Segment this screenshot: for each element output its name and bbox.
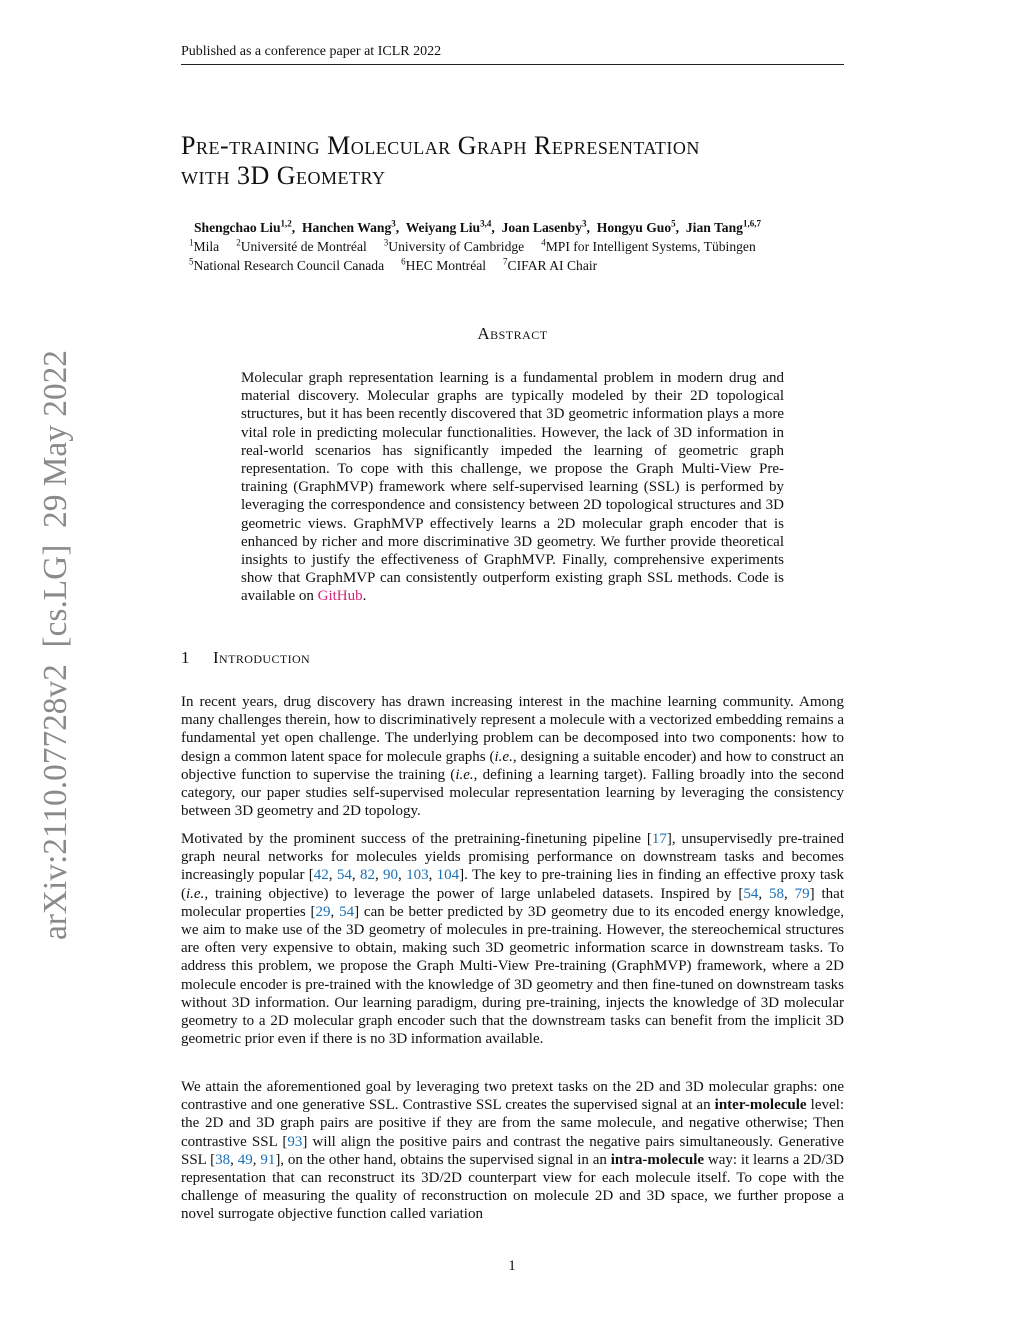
author: Joan Lasenby <box>501 220 583 235</box>
affiliations-line-2 <box>189 258 849 274</box>
author-sup: 3 <box>582 218 587 229</box>
author-sup: 3 <box>391 218 396 229</box>
affiliation: Université de Montréal <box>240 239 367 254</box>
intro-paragraph-1: In recent years, drug discovery has drawn increasing interest in the machine learning community. Among many challenges therein, how to discriminatively represent a molecule with a vectorized embedding remains a fundamental yet open challenge. The underlying problem can be decomposed into two components: how to design a common latent space for molecule graphs (i.e., designing a suitable encoder) and how to construct an objective function to supervise the training (i.e., defining a learning target). Falling broadly into the second category, our paper studies self-supervised molecular representation learning by leveraging the consistency between 3D geometry and 2D topology. <box>181 694 845 820</box>
abstract-body <box>241 369 784 606</box>
affil-sup: 4 <box>541 237 546 248</box>
arxiv-stamp-text: arXiv:2110.07728v2 [cs.LG] 29 May 2022 <box>37 347 74 940</box>
section-title: Introduction <box>213 648 311 667</box>
author: Shengchao Liu <box>194 220 281 235</box>
citation-link[interactable]: 49 <box>237 1151 253 1168</box>
citation-link[interactable]: 54 <box>339 903 355 920</box>
author: Hanchen Wang <box>301 220 392 235</box>
abstract-text: Molecular graph representation learning is a fundamental problem in modern drug and material discovery. Molecular graphs are typically modeled by their 2D topological structures, but it has been recently discovered that 3D geometric information plays a more vital role in predicting molecular functionalities. However, the lack of 3D information in real-world scenarios has significantly impeded the learning of geometric graph representation. To cope with this challenge, we propose the Graph Multi-View Pre-training (GraphMVP) framework where self-supervised learning (SSL) is performed by leveraging the correspondence and consistency between 2D topological structures and 3D geometric views. GraphMVP effectively learns a 2D molecular graph encoder that is enhanced by richer and more discriminative 3D geometry. We further provide theoretical insights to justify the effectiveness of GraphMVP. Finally, comprehensive experiments show that GraphMVP can consistently outperform existing graph SSL methods. Code is available on <box>241 370 784 605</box>
abstract-heading: Abstract <box>477 324 548 343</box>
author: Jian Tang <box>685 220 743 235</box>
affiliation: HEC Montréal <box>405 258 487 273</box>
arxiv-stamp <box>14 345 74 945</box>
paper-title <box>181 131 844 191</box>
affil-sup: 1 <box>189 237 194 248</box>
affil-sup: 2 <box>236 237 241 248</box>
affil-sup: 5 <box>189 256 194 267</box>
author-list: Shengchao Liu$^{1,2}$, Hanchen Wang$^3$, Weiyang Liu$^{3,4}$, Joan Lasenby$^3$, Hongyu Guo$^5$, Jian Tang$^{1,6,7}$ <box>194 218 761 235</box>
emph: i.e. <box>186 885 205 902</box>
affiliation: Mila <box>193 239 220 254</box>
author-sup: 5 <box>671 218 676 229</box>
citation-link[interactable]: 17 <box>651 831 667 847</box>
running-header: Published as a conference paper at ICLR 2022 <box>181 44 844 65</box>
citation-link[interactable]: 54 <box>336 867 352 884</box>
affiliation: MPI for Intelligent Systems, Tübingen <box>545 239 756 254</box>
citation-link[interactable]: 58 <box>768 885 784 902</box>
abstract-end: . <box>362 588 367 605</box>
author: Weiyang Liu <box>405 220 481 235</box>
page-number: 1 <box>508 1258 516 1274</box>
intro-paragraph-3: We attain the aforementioned goal by leveraging two pretext tasks on the 2D and 3D molecular graphs: one contrastive and one generative SSL. Contrastive SSL creates the supervised signal at an inter-molecule level: the 2D and 3D graph pairs are positive if they are from the same molecule, and negative otherwise; Then contrastive SSL [93] will align the positive pairs and contrast the negative pairs simultaneously. Generative SSL [38, 49, 91], on the other hand, obtains the supervised signal in an intra-molecule way: it learns a 2D/3D representation that can reconstruct its 3D/2D counterpart view for each molecule itself. To cope with the challenge of measuring the quality of reconstruction on molecule 2D and 3D space, we further propose a novel surrogate objective function called variation <box>181 1079 845 1223</box>
citation-link[interactable]: 79 <box>794 885 810 902</box>
affiliations-line-1 <box>189 239 849 255</box>
affil-sup: 3 <box>383 237 389 248</box>
emph: i.e. <box>494 748 513 765</box>
emph: i.e. <box>455 766 474 783</box>
citation-link[interactable]: 38 <box>215 1151 231 1168</box>
bold-term: inter-molecule <box>714 1097 807 1114</box>
citation-link[interactable]: 91 <box>260 1151 276 1168</box>
intro-paragraph-2: Motivated by the prominent success of the pretraining-finetuning pipeline [17], unsupervisedly pre-trained graph neural networks for molecules yields promising performance on downstream tasks and becomes increasingly popular [42, 54, 82, 90, 103, 104]. The key to pre-training lies in finding an effective proxy task (i.e., training objective) to leverage the power of large unlabeled datasets. Inspired by [54, 58, 79] that molecular properties [29, 54] can be better predicted by 3D geometry due to its encoded energy knowledge, we aim to make use of the 3D geometry of molecules in pre-training. However, the stereochemical structures are often very expensive to obtain, making such 3D geometric information scarce in downstream tasks. To address this problem, we propose the Graph Multi-View Pre-training (GraphMVP) framework, where a 2D molecule encoder is pre-trained with the knowledge of 3D geometry and then fine-tuned on downstream tasks without 3D information. Our learning paradigm, during pre-training, injects the knowledge of 3D molecular geometry to a 2D molecular graph encoder such that the downstream tasks can benefit from the implicit 3D geometric prior even if there is no 3D information available. <box>181 831 845 1048</box>
affil-sup: 6 <box>401 256 406 267</box>
author-sup: 1,6,7 <box>742 218 761 229</box>
citation-link[interactable]: 93 <box>287 1133 303 1150</box>
author-sup: 3,4 <box>480 218 492 229</box>
citation-link[interactable]: 54 <box>743 885 759 902</box>
citation-link[interactable]: 90 <box>383 867 399 884</box>
citation-link[interactable]: 104 <box>436 867 460 884</box>
author: Hongyu Guo <box>596 220 672 235</box>
citation-link[interactable]: 42 <box>313 867 329 884</box>
affiliation: CIFAR AI Chair <box>507 258 598 273</box>
affiliation: University of Cambridge <box>388 239 525 254</box>
section-heading <box>181 648 844 668</box>
section-number: 1 <box>181 648 190 667</box>
affil-sup: 7 <box>503 256 508 267</box>
affiliation: National Research Council Canada <box>193 258 385 273</box>
citation-link[interactable]: 103 <box>406 867 429 884</box>
title-line-2: with 3D Geometry <box>181 161 386 190</box>
title-line-1: Pre-training Molecular Graph Representation <box>181 131 700 160</box>
citation-link[interactable]: 29 <box>315 903 331 920</box>
bold-term: intra-molecule <box>610 1151 705 1168</box>
citation-link[interactable]: 82 <box>359 867 375 884</box>
github-link[interactable]: GitHub <box>317 588 363 605</box>
author-sup: 1,2 <box>280 218 292 229</box>
